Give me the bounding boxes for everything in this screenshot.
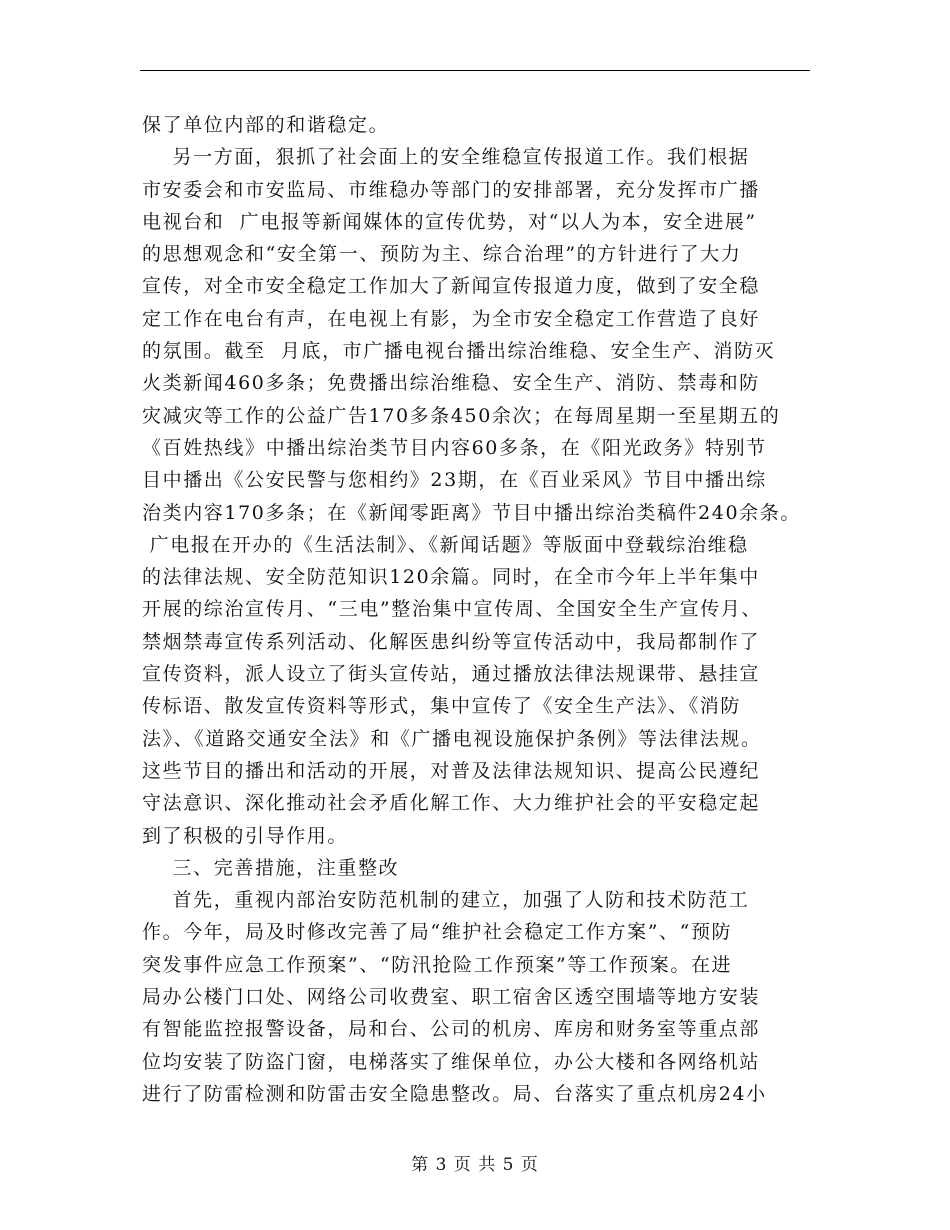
text-line: 进行了防雷检测和防雷击安全隐患整改。局、台落实了重点机房24小 [142,1082,767,1105]
text-line: 目中播出《公安民警与您相约》23期，在《百业采风》节目中播出综 [142,469,767,492]
body-text [142,109,822,1110]
text-line: 突发事件应急工作预案”、“防汛抢险工作预案”等工作预案。在进 [142,953,733,976]
text-line: 定工作在电台有声，在电视上有影，为全市安全稳定工作营造了良好 [142,307,761,330]
text-line: 《百姓热线》中播出综治类节目内容60多条，在《阳光政务》特别节 [142,436,767,459]
section-heading: 三、完善措施，注重整改 [142,856,400,879]
text-line: 治类内容170多条；在《新闻零距离》节目中播出综治类稿件240余条。 [142,501,801,524]
text-line: 宣传资料，派人设立了街头宣传站，通过播放法律法规课带、悬挂宣 [142,663,761,686]
text-line: 这些节目的播出和活动的开展，对普及法律法规知识、提高公民遵纪 [142,759,761,782]
text-line: 有智能监控报警设备，局和台、公司的机房、库房和财务室等重点部 [142,1018,761,1041]
text-line: 到了积极的引导作用。 [142,824,349,847]
text-line: 的氛围。截至 月底，市广播电视台播出综治维稳、安全生产、消防灭 [142,340,776,363]
text-line: 另一方面，狠抓了社会面上的安全维稳宣传报道工作。我们根据 [142,146,750,169]
text-line: 宣传，对全市安全稳定工作加大了新闻宣传报道力度，做到了安全稳 [142,275,761,298]
header-rule [140,70,810,71]
text-line: 首先，重视内部治安防范机制的建立，加强了人防和技术防范工 [142,889,750,912]
text-line: 的法律法规、安全防范知识120余篇。同时，在全市今年上半年集中 [142,566,760,589]
text-line: 守法意识、深化推动社会矛盾化解工作、大力维护社会的平安稳定起 [142,792,761,815]
page-number-footer: 第 3 页 共 5 页 [411,1155,539,1175]
text-line: 法》、《道路交通安全法》和《广播电视设施保护条例》等法律法规。 [142,727,762,750]
text-line: 电视台和 广电报等新闻媒体的宣传优势，对“以人为本，安全进展” [142,210,757,233]
text-line: 作。今年，局及时修改完善了局“维护社会稳定工作方案”、“预防 [142,921,733,944]
text-line: 灾减灾等工作的公益广告170多条450余次；在每周星期一至星期五的 [142,404,781,427]
text-line: 传标语、散发宣传资料等形式，集中宣传了《安全生产法》、《消防 [142,695,742,718]
text-line: 市安委会和市安监局、市维稳办等部门的安排部署，充分发挥市广播 [142,178,761,201]
text-line: 局办公楼门口处、网络公司收费室、职工宿舍区透空围墙等地方安装 [142,986,761,1009]
text-line: 广电报在开办的《生活法制》、《新闻话题》等版面中登载综治维稳 [142,533,749,556]
text-line: 的思想观念和“安全第一、预防为主、综合治理”的方针进行了大力 [142,243,742,266]
text-line: 开展的综治宣传月、“三电”整治集中宣传周、全国安全生产宣传月、 [142,598,763,621]
text-line: 火类新闻460多条；免费播出综治维稳、安全生产、消防、禁毒和防 [142,372,760,395]
text-line: 保了单位内部的和谐稳定。 [142,114,390,136]
text-line: 禁烟禁毒宣传系列活动、化解医患纠纷等宣传活动中，我局都制作了 [142,630,761,653]
text-line: 位均安装了防盗门窗，电梯落实了维保单位，办公大楼和各网络机站 [142,1050,761,1073]
